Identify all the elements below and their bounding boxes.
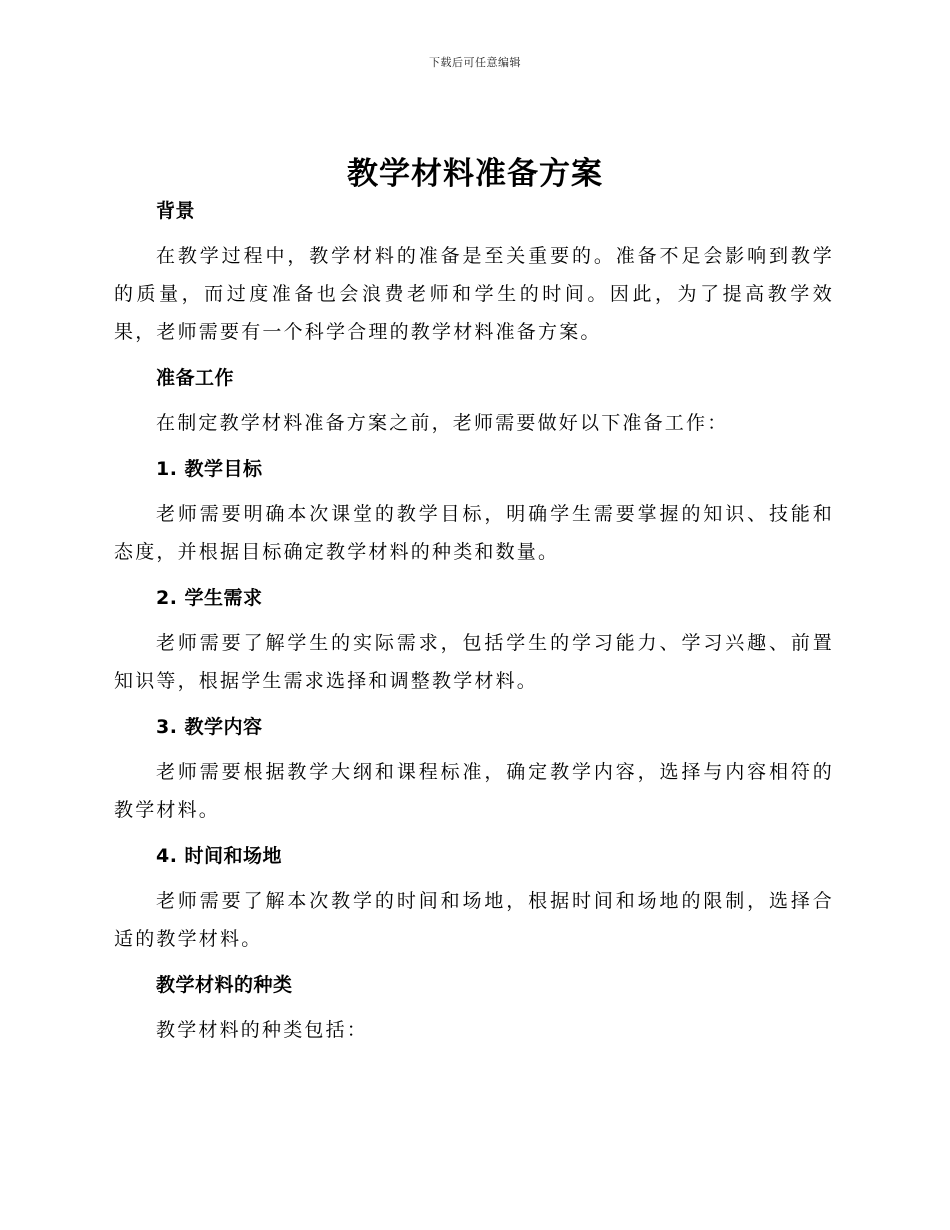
section-heading: 准备工作 (156, 367, 235, 389)
section-heading: 教学材料的种类 (156, 974, 293, 996)
section-heading: 背景 (156, 200, 196, 222)
section-heading: 4. 时间和场地 (156, 845, 283, 867)
section-background (114, 196, 834, 351)
document-body (114, 196, 834, 1049)
section-paragraph: 老师需要了解学生的实际需求，包括学生的学习能力、学习兴趣、前置知识等，根据学生需求选择和调整教学材料。 (114, 632, 834, 692)
section-paragraph: 老师需要了解本次教学的时间和场地，根据时间和场地的限制，选择合适的教学材料。 (114, 890, 834, 950)
section-material-types (114, 970, 834, 1049)
section-paragraph: 老师需要明确本次课堂的教学目标，明确学生需要掌握的知识、技能和态度，并根据目标确定教学材料的种类和数量。 (114, 503, 834, 563)
section-heading: 3. 教学内容 (156, 716, 263, 738)
section-heading: 2. 学生需求 (156, 587, 263, 609)
section-teaching-goal (114, 454, 834, 571)
section-paragraph: 教学材料的种类包括： (156, 1019, 369, 1041)
section-preparation (114, 363, 834, 442)
section-teaching-content (114, 712, 834, 829)
document-title: 教学材料准备方案 (347, 156, 603, 192)
section-paragraph: 老师需要根据教学大纲和课程标准，确定教学内容，选择与内容相符的教学材料。 (114, 761, 834, 821)
section-heading: 1. 教学目标 (156, 458, 263, 480)
section-paragraph: 在制定教学材料准备方案之前，老师需要做好以下准备工作： (156, 412, 729, 434)
section-student-needs (114, 583, 834, 700)
section-time-venue (114, 841, 834, 958)
header-note: 下载后可任意编辑 (429, 56, 521, 69)
section-paragraph: 在教学过程中，教学材料的准备是至关重要的。准备不足会影响到教学的质量，而过度准备也会浪费老师和学生的时间。因此，为了提高教学效果，老师需要有一个科学合理的教学材料准备方案。 (114, 245, 834, 343)
